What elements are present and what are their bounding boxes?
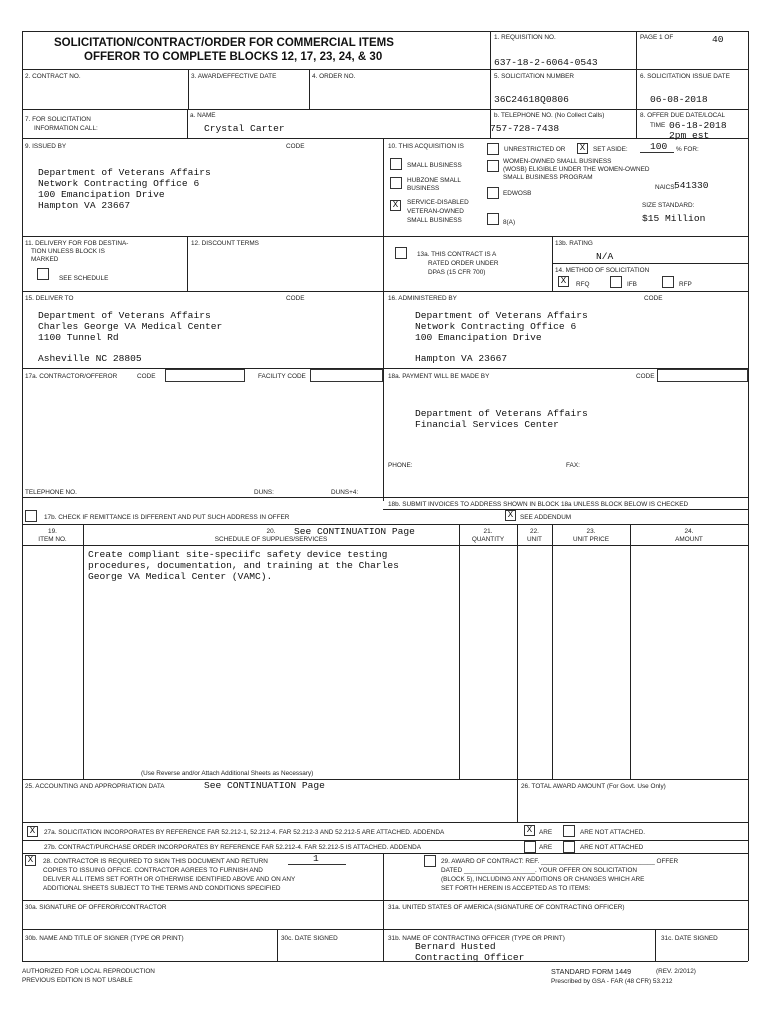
- sdvosb-label-2: VETERAN-OWNED: [407, 208, 464, 215]
- address-line: Network Contracting Office 6: [415, 321, 577, 332]
- delivery-fob-label-3: MARKED: [31, 256, 59, 263]
- 27a-checkbox[interactable]: X: [27, 826, 38, 837]
- 27b-label: 27b. CONTRACT/PURCHASE ORDER INCORPORATES BY REFERENCE FAR 52.212-4. FAR 52.212-5 IS ATTACHED. ADDENDA: [44, 844, 422, 851]
- see-addendum-checkbox[interactable]: X: [505, 510, 516, 521]
- size-standard-value[interactable]: $15 Million: [642, 213, 706, 224]
- requisition-value[interactable]: 637-18-2-6064-0543: [494, 57, 598, 68]
- footer-authorized: AUTHORIZED FOR LOCAL REPRODUCTION: [22, 968, 155, 975]
- wosb-label-1: WOMEN-OWNED SMALL BUSINESS: [503, 158, 612, 165]
- 29-line1: 29. AWARD OF CONTRACT: REF. ________________________________ OFFER: [441, 858, 679, 865]
- amount-num: 24.: [684, 528, 694, 535]
- unrestricted-label: UNRESTRICTED OR: [504, 146, 566, 153]
- small-business-checkbox[interactable]: [390, 158, 402, 170]
- contractor-label: 17a. CONTRACTOR/OFFEROR: [25, 373, 118, 380]
- rated-order-checkbox[interactable]: [395, 247, 407, 259]
- set-aside-checkbox[interactable]: X: [577, 143, 588, 154]
- set-aside-percent[interactable]: 100: [650, 141, 668, 152]
- unit-price-header: [552, 528, 630, 544]
- footer-prescribed: Prescribed by GSA - FAR (48 CFR) 53.212: [551, 978, 673, 985]
- accounting-value: See CONTINUATION Page: [204, 780, 325, 791]
- rfp-checkbox[interactable]: [662, 276, 674, 288]
- 29-line2: DATED ____________________. YOUR OFFER ON SOLICITATION: [441, 867, 637, 874]
- issued-by-code-label: CODE: [286, 143, 305, 150]
- telephone-value[interactable]: 757-728-7438: [490, 123, 560, 134]
- payment-label: 18a. PAYMENT WILL BE MADE BY: [388, 373, 490, 380]
- sdvosb-label-1: SERVICE-DISABLED: [407, 199, 469, 206]
- address-city: Hampton VA 23667: [415, 353, 508, 364]
- 27b-are-not-checkbox[interactable]: [563, 841, 575, 853]
- name-label: a. NAME: [190, 112, 216, 119]
- deliver-to-code-label: CODE: [286, 295, 305, 302]
- issued-by-label: 9. ISSUED BY: [25, 143, 67, 150]
- see-schedule-label: SEE SCHEDULE: [59, 275, 109, 282]
- 27a-are-checkbox[interactable]: X: [524, 825, 535, 836]
- rating-label: 13b. RATING: [555, 240, 593, 247]
- 29-line4: SET FORTH HEREIN IS ACCEPTED AS TO ITEMS:: [441, 885, 591, 892]
- see-addendum-label: SEE ADDENDUM: [520, 514, 572, 521]
- contact-name[interactable]: Crystal Carter: [204, 123, 285, 134]
- for-solicitation-label: 7. FOR SOLICITATION: [25, 116, 91, 123]
- description-line: procedures, documentation, and training at the Charles: [88, 560, 399, 571]
- edwosb-checkbox[interactable]: [487, 187, 499, 199]
- rfq-checkbox[interactable]: X: [558, 276, 569, 287]
- address-line: Department of Veterans Affairs: [415, 408, 588, 419]
- unit-text: UNIT: [527, 536, 542, 543]
- time-label: TIME: [650, 122, 666, 129]
- quantity-text: QUANTITY: [471, 536, 505, 543]
- rating-value[interactable]: N/A: [596, 251, 614, 262]
- contractor-code-label: CODE: [137, 373, 156, 380]
- requisition-label: 1. REQUISITION NO.: [494, 34, 556, 41]
- address-city: Asheville NC 28805: [38, 353, 142, 364]
- wosb-label-3: SMALL BUSINESS PROGRAM: [503, 174, 593, 181]
- delivery-fob-label-2: TION UNLESS BLOCK IS: [31, 248, 105, 255]
- quantity-header: [459, 528, 517, 544]
- payment-code-label: CODE: [636, 373, 655, 380]
- unit-price-num: 23.: [586, 528, 596, 535]
- officer-label: 31b. NAME OF CONTRACTING OFFICER (TYPE OR PRINT): [388, 935, 565, 942]
- duns-label: DUNS:: [254, 489, 274, 496]
- 27a-are-label: ARE: [539, 829, 553, 836]
- payment-code-field[interactable]: [657, 369, 748, 382]
- eight-a-label: 8(A): [503, 219, 516, 226]
- see-schedule-checkbox[interactable]: [37, 268, 49, 280]
- item-no-header: [22, 528, 83, 544]
- facility-code-label: FACILITY CODE: [258, 373, 306, 380]
- address-line: 100 Emancipation Drive: [38, 189, 165, 200]
- discount-terms-label: 12. DISCOUNT TERMS: [191, 240, 259, 247]
- deliver-to-label: 15. DELIVER TO: [25, 295, 74, 302]
- total-award-label: 26. TOTAL AWARD AMOUNT (For Govt. Use Only): [521, 783, 666, 790]
- rated-order-label-2: RATED ORDER UNDER: [428, 260, 499, 267]
- quantity-num: 21.: [483, 528, 493, 535]
- 28-line4: ADDITIONAL SHEETS SUBJECT TO THE TERMS AND CONDITIONS SPECIFIED: [43, 885, 281, 892]
- footer-previous: PREVIOUS EDITION IS NOT USABLE: [22, 977, 133, 984]
- submit-invoices-label: 18b. SUBMIT INVOICES TO ADDRESS SHOWN IN BLOCK 18a UNLESS BLOCK BELOW IS CHECKED: [388, 501, 689, 508]
- form-subtitle: OFFEROR TO COMPLETE BLOCKS 12, 17, 23, 24, & 30: [84, 51, 383, 63]
- item-no-text: ITEM NO.: [38, 536, 67, 543]
- rfq-label: RFQ: [576, 281, 590, 288]
- offer-due-label: 8. OFFER DUE DATE/LOCAL: [640, 112, 726, 119]
- address-line: Charles George VA Medical Center: [38, 321, 223, 332]
- facility-code-field[interactable]: [310, 369, 383, 382]
- copies-value[interactable]: 1: [313, 853, 319, 864]
- accounting-label: 25. ACCOUNTING AND APPROPRIATION DATA: [25, 783, 165, 790]
- wosb-label-2: (WOSB) ELIGIBLE UNDER THE WOMEN-OWNED: [503, 166, 650, 173]
- description-line: George VA Medical Center (VAMC).: [88, 571, 273, 582]
- address-line: 1100 Tunnel Rd: [38, 332, 119, 343]
- contract-no-label: 2. CONTRACT NO.: [25, 73, 81, 80]
- telephone-label: b. TELEPHONE NO. (No Collect Calls): [494, 112, 605, 119]
- form-title: SOLICITATION/CONTRACT/ORDER FOR COMMERCIAL ITEMS: [54, 37, 394, 49]
- ifb-label: IFB: [627, 281, 637, 288]
- ifb-checkbox[interactable]: [610, 276, 622, 288]
- schedule-continuation: See CONTINUATION Page: [294, 526, 415, 537]
- address-line: Department of Veterans Affairs: [38, 167, 211, 178]
- unit-price-text: UNIT PRICE: [572, 536, 610, 543]
- rfp-label: RFP: [679, 281, 692, 288]
- method-label: 14. METHOD OF SOLICITATION: [555, 267, 650, 274]
- remittance-checkbox[interactable]: [25, 510, 37, 522]
- officer-date-label: 31c. DATE SIGNED: [661, 935, 718, 942]
- sdvosb-checkbox[interactable]: X: [390, 200, 401, 211]
- 28-checkbox[interactable]: X: [25, 855, 36, 866]
- size-standard-label: SIZE STANDARD:: [642, 202, 695, 209]
- schedule-num: 20.: [266, 528, 276, 535]
- hubzone-label-1: HUBZONE SMALL: [407, 177, 461, 184]
- page-label: PAGE 1 OF: [640, 34, 674, 41]
- 27a-are-not-label: ARE NOT ATTACHED.: [580, 829, 645, 836]
- address-line: Department of Veterans Affairs: [415, 310, 588, 321]
- issue-date-value[interactable]: 06-08-2018: [650, 94, 708, 105]
- 28-line1: 28. CONTRACTOR IS REQUIRED TO SIGN THIS DOCUMENT AND RETURN: [43, 858, 268, 865]
- 29-line3: (BLOCK 5), INCLUDING ANY ADDITIONS OR CHANGES WHICH ARE: [441, 876, 645, 883]
- address-line: Department of Veterans Affairs: [38, 310, 211, 321]
- 28-line2: COPIES TO ISSUING OFFICE. CONTRACTOR AGREES TO FURNISH AND: [43, 867, 263, 874]
- telephone-no-label: TELEPHONE NO.: [25, 489, 77, 496]
- address-line: Financial Services Center: [415, 419, 559, 430]
- edwosb-label: EDWOSB: [503, 190, 532, 197]
- naics-label: NAICS:: [655, 184, 677, 191]
- footer-form-name: STANDARD FORM 1449: [551, 967, 632, 976]
- administered-by-code-label: CODE: [644, 295, 663, 302]
- officer-name: Bernard Husted: [415, 941, 496, 952]
- footer-revision: (REV. 2/2012): [656, 968, 696, 975]
- info-call-label: INFORMATION CALL:: [34, 125, 98, 132]
- percent-for-label: % FOR:: [676, 146, 699, 153]
- item-no-num: 19.: [48, 528, 57, 535]
- acquisition-label: 10. THIS ACQUISITION IS: [388, 143, 464, 150]
- hubzone-checkbox[interactable]: [390, 177, 402, 189]
- offer-due-date[interactable]: 06-18-2018: [669, 120, 727, 131]
- set-aside-label: SET ASIDE:: [593, 146, 628, 153]
- solicitation-no-value[interactable]: 36C24618Q0806: [494, 94, 569, 105]
- administered-by-label: 16. ADMINISTERED BY: [388, 295, 457, 302]
- 29-checkbox[interactable]: [424, 855, 436, 867]
- delivery-fob-label-1: 11. DELIVERY FOR FOB DESTINA-: [25, 240, 129, 247]
- award-date-label: 3. AWARD/EFFECTIVE DATE: [191, 73, 277, 80]
- 28-line3: DELIVER ALL ITEMS SET FORTH OR OTHERWISE IDENTIFIED ABOVE AND ON ANY: [43, 876, 296, 883]
- page-total: 40: [712, 34, 724, 45]
- officer-title: Contracting Officer: [415, 952, 525, 963]
- issue-date-label: 6. SOLICITATION ISSUE DATE: [640, 73, 730, 80]
- signature-offeror-label: 30a. SIGNATURE OF OFFEROR/CONTRACTOR: [25, 904, 167, 911]
- schedule-text: SCHEDULE OF SUPPLIES/SERVICES: [214, 536, 328, 543]
- reverse-note: (Use Reverse and/or Attach Additional Sheets as Necessary): [141, 770, 314, 777]
- duns4-label: DUNS+4:: [331, 489, 359, 496]
- rated-order-label-1: 13a. THIS CONTRACT IS A: [417, 251, 497, 258]
- unit-num: 22.: [530, 528, 539, 535]
- unit-header: [517, 528, 552, 544]
- address-line: Network Contracting Office 6: [38, 178, 200, 189]
- date-signed-label: 30c. DATE SIGNED: [281, 935, 338, 942]
- address-line: Hampton VA 23667: [38, 200, 131, 211]
- order-no-label: 4. ORDER NO.: [312, 73, 356, 80]
- naics-value[interactable]: 541330: [674, 180, 709, 191]
- eight-a-checkbox[interactable]: [487, 213, 499, 225]
- small-business-label: SMALL BUSINESS: [407, 162, 462, 169]
- signature-usa-label: 31a. UNITED STATES OF AMERICA (SIGNATURE OF CONTRACTING OFFICER): [388, 904, 625, 911]
- solicitation-no-label: 5. SOLICITATION NUMBER: [494, 73, 575, 80]
- wosb-checkbox[interactable]: [487, 160, 499, 172]
- amount-text: AMOUNT: [675, 536, 703, 543]
- 27a-are-not-checkbox[interactable]: [563, 825, 575, 837]
- phone-label: PHONE:: [388, 462, 413, 469]
- 27b-are-not-label: ARE NOT ATTACHED: [580, 844, 644, 851]
- remittance-label: 17b. CHECK IF REMITTANCE IS DIFFERENT AND PUT SUCH ADDRESS IN OFFER: [44, 514, 290, 521]
- rated-order-label-3: DPAS (15 CFR 700): [428, 269, 486, 276]
- fax-label: FAX:: [566, 462, 580, 469]
- 27b-are-label: ARE: [539, 844, 553, 851]
- contractor-code-field[interactable]: [165, 369, 245, 382]
- hubzone-label-2: BUSINESS: [407, 185, 440, 192]
- unrestricted-checkbox[interactable]: [487, 143, 499, 155]
- description-line: Create compliant site-speciifc safety device testing: [88, 549, 388, 560]
- name-signer-label: 30b. NAME AND TITLE OF SIGNER (TYPE OR PRINT): [25, 935, 184, 942]
- amount-header: [630, 528, 748, 544]
- sdvosb-label-3: SMALL BUSINESS: [407, 217, 462, 224]
- address-line: 100 Emancipation Drive: [415, 332, 542, 343]
- 27b-are-checkbox[interactable]: [524, 841, 536, 853]
- offer-due-time[interactable]: 2pm est: [669, 130, 710, 141]
- 27a-label: 27a. SOLICITATION INCORPORATES BY REFERENCE FAR 52.212-1, 52.212-4. FAR 52.212-3 AND 52.212-5 ARE ATTACHED. ADDENDA: [44, 829, 445, 836]
